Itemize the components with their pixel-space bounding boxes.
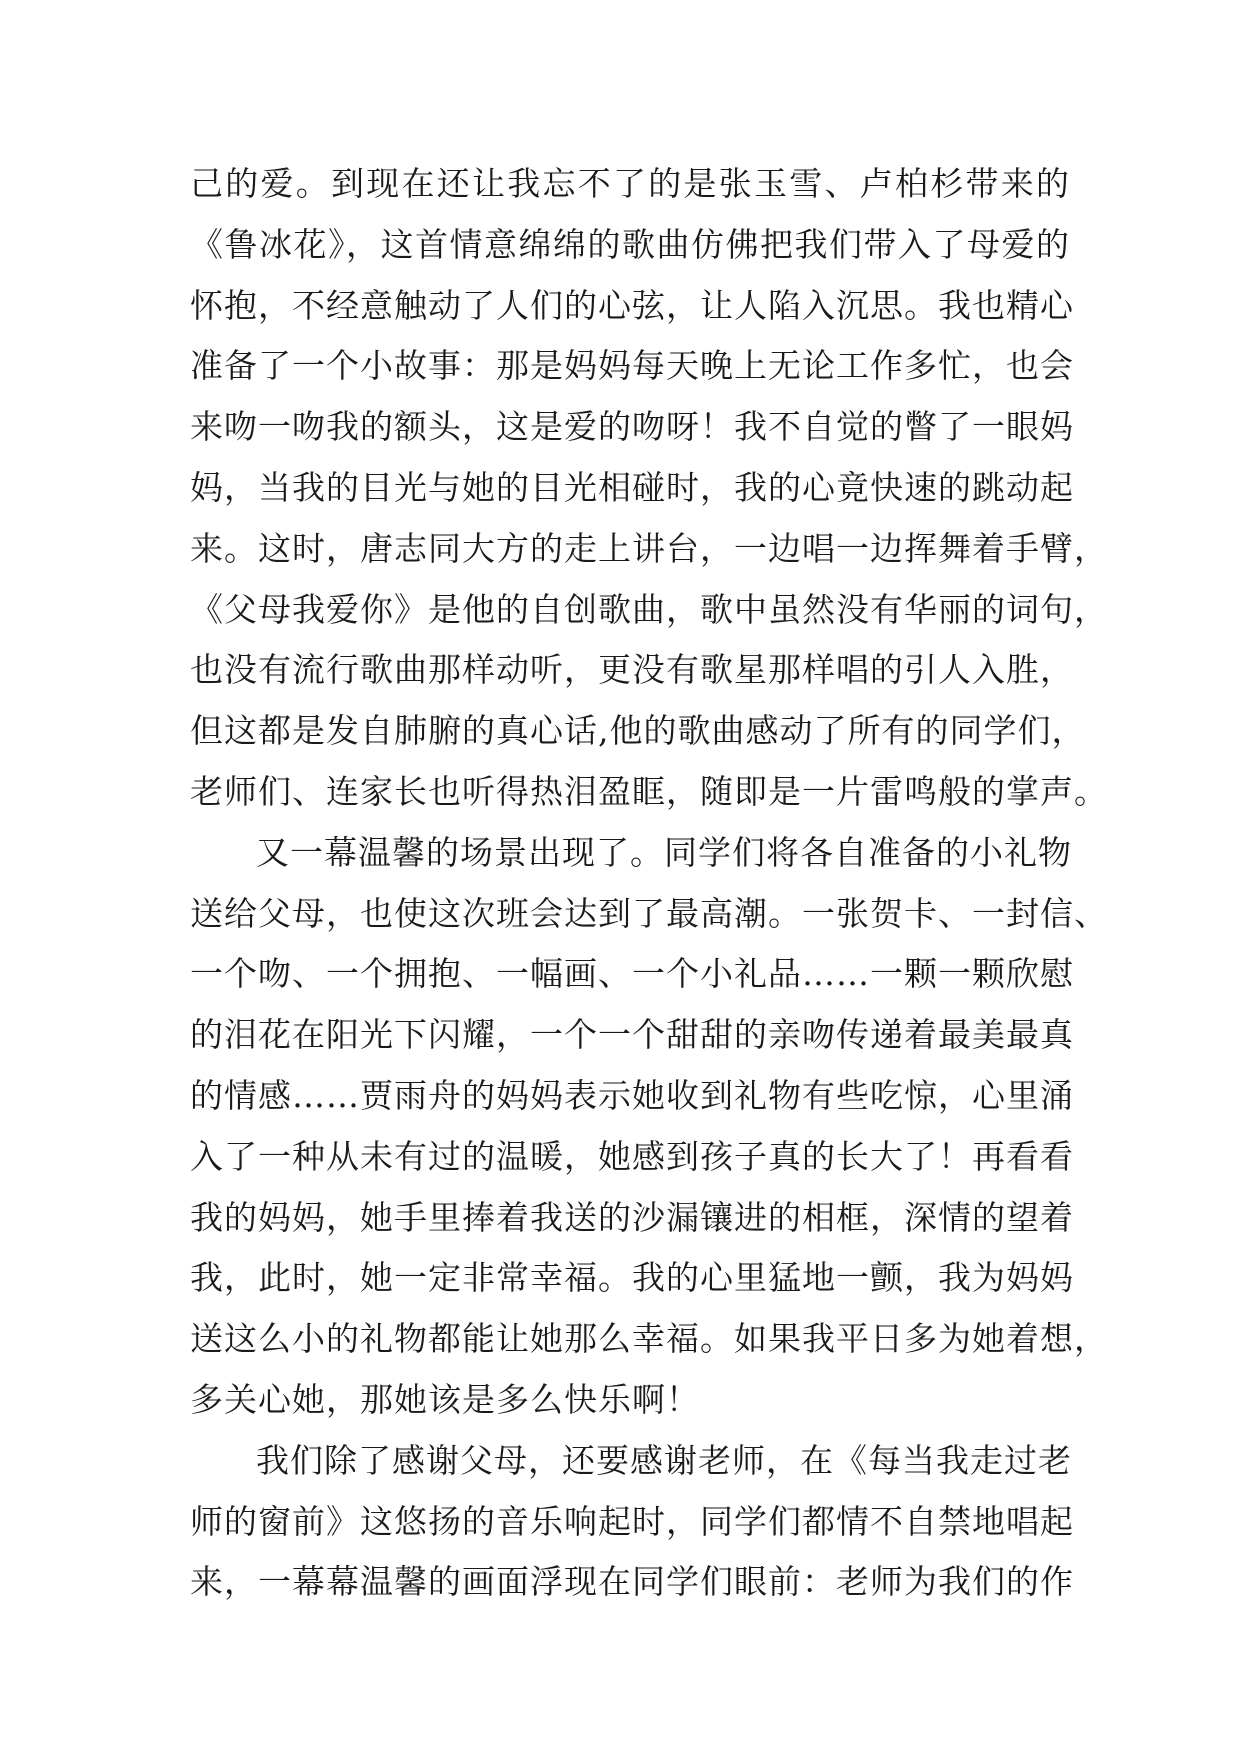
text-line: 己的爱。到现在还让我忘不了的是张玉雪、卢柏杉带来的 — [190, 164, 1070, 203]
paragraph-1 — [190, 154, 1108, 823]
paragraph-2 — [190, 823, 1108, 1431]
text-line: 妈，当我的目光与她的目光相碰时，我的心竟快速的跳动起 — [190, 467, 1074, 507]
text-line: 我们除了感谢父母，还要感谢老师，在《每当我走过老 — [256, 1440, 1072, 1480]
text-line: 入了一种从未有过的温暖，她感到孩子真的长大了！再看看 — [190, 1136, 1074, 1176]
text-line: 送给父母，也使这次班会达到了最高潮。一张贺卡、一封信、 — [190, 893, 1108, 933]
text-line: 的情感……贾雨舟的妈妈表示她收到礼物有些吃惊，心里涌 — [190, 1075, 1074, 1115]
text-line: 也没有流行歌曲那样动听，更没有歌星那样唱的引人入胜， — [190, 650, 1074, 690]
text-line: 送这么小的礼物都能让她那么幸福。如果我平日多为她着想， — [190, 1319, 1108, 1359]
text-line: 又一幕温馨的场景出现了。同学们将各自准备的小礼物 — [256, 832, 1072, 872]
body-text — [190, 154, 1108, 1613]
text-line: 《父母我爱你》是他的自创歌曲，歌中虽然没有华丽的词句， — [190, 589, 1108, 629]
text-line: 来，一幕幕温馨的画面浮现在同学们眼前：老师为我们的作 — [190, 1562, 1074, 1602]
text-line: 老师们、连家长也听得热泪盈眶，随即是一片雷鸣般的掌声。 — [190, 771, 1108, 811]
text-line: 《鲁冰花》，这首情意绵绵的歌曲仿佛把我们带入了母爱的 — [190, 224, 1070, 264]
text-line: 准备了一个小故事：那是妈妈每天晚上无论工作多忙，也会 — [190, 346, 1074, 386]
text-line: 一个吻、一个拥抱、一幅画、一个小礼品……一颗一颗欣慰 — [190, 954, 1074, 994]
text-line: 多关心她，那她该是多么快乐啊！ — [190, 1379, 700, 1419]
text-line: 但这都是发自肺腑的真心话,他的歌曲感动了所有的同学们， — [190, 711, 1086, 751]
paragraph-3 — [190, 1431, 1074, 1613]
text-line: 的泪花在阳光下闪耀，一个一个甜甜的亲吻传递着最美最真 — [190, 1015, 1074, 1055]
text-line: 我，此时，她一定非常幸福。我的心里猛地一颤，我为妈妈 — [190, 1258, 1074, 1298]
text-line: 我的妈妈，她手里捧着我送的沙漏镶进的相框，深情的望着 — [190, 1197, 1074, 1237]
text-line: 怀抱，不经意触动了人们的心弦，让人陷入沉思。我也精心 — [190, 285, 1074, 325]
text-line: 来。这时，唐志同大方的走上讲台，一边唱一边挥舞着手臂， — [190, 528, 1108, 568]
text-line: 师的窗前》这悠扬的音乐响起时，同学们都情不自禁地唱起 — [190, 1501, 1074, 1541]
text-line: 来吻一吻我的额头，这是爱的吻呀！我不自觉的瞥了一眼妈 — [190, 407, 1074, 447]
